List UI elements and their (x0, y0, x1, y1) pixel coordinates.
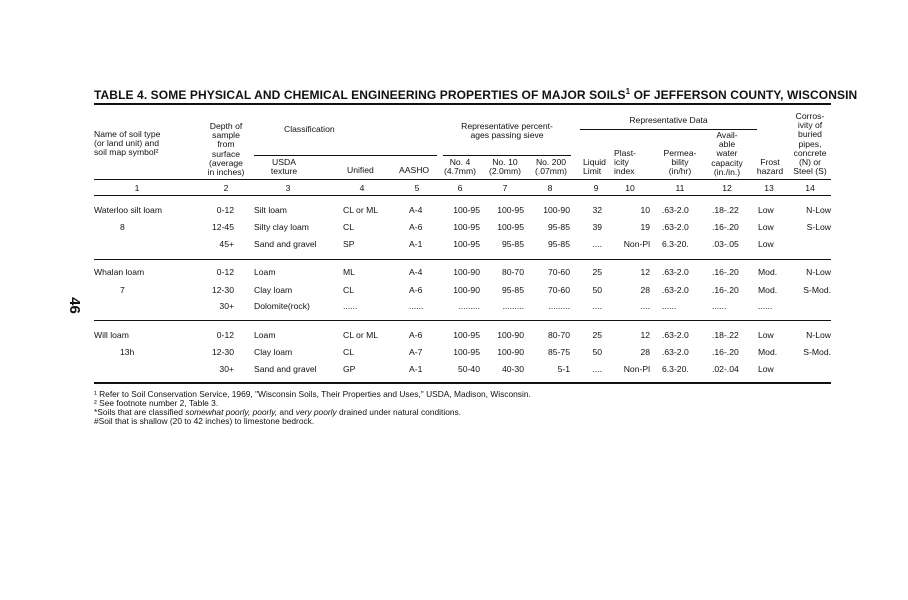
table-cell: Silty clay loam (254, 222, 309, 232)
table-cell: N-Low (806, 267, 831, 277)
classification-rule (254, 155, 437, 156)
table-cell: S-Mod. (803, 285, 831, 295)
h-sieve-line: ages passing sieve (470, 130, 544, 141)
table-bottom-rule (94, 382, 831, 384)
table-cell: Will loam (94, 330, 129, 340)
table-cell: ......... (548, 301, 570, 311)
table-cell: 70-60 (548, 267, 570, 277)
table-cell: .02-.04 (712, 364, 739, 374)
column-number: 4 (359, 183, 365, 193)
table-cell: .... (592, 239, 602, 249)
header-aasho: AASHO (399, 165, 430, 175)
table-cell: 95-85 (548, 239, 570, 249)
h-no10-line: No. 10 (492, 157, 518, 167)
header-frost (753, 158, 787, 176)
column-number: 9 (593, 183, 599, 193)
h-plast-line: icity (614, 157, 629, 168)
title-rule (94, 103, 831, 105)
table-cell: 25 (592, 330, 602, 340)
table-cell: 12-30 (212, 347, 234, 357)
table-cell: S-Low (806, 222, 831, 232)
table-cell: S-Mod. (803, 347, 831, 357)
table-cell: .03-.05 (712, 239, 739, 249)
table-cell: 95-85 (502, 239, 524, 249)
table-cell: 70-60 (548, 285, 570, 295)
h-name-line: soil map symbol² (94, 147, 159, 158)
table-cell: 28 (640, 347, 650, 357)
table-cell: A-6 (409, 330, 423, 340)
table-cell: 25 (592, 267, 602, 277)
table-cell: SP (343, 239, 355, 249)
table-cell: Low (758, 364, 774, 374)
h-avail-line: Avail- (716, 130, 738, 140)
h-depth-line: from (217, 139, 235, 150)
h-perm-line: bility (671, 157, 689, 168)
table-cell: CL (343, 222, 354, 232)
header-avail (704, 131, 750, 177)
column-number: 3 (285, 183, 291, 193)
footnote-3: *Soils that are classified somewhat poorly, poorly, and very poorly drained under natural conditions. (94, 407, 462, 417)
table-cell: Low (758, 330, 774, 340)
table-cell: 100-90 (453, 267, 480, 277)
table-cell: 12-30 (212, 285, 234, 295)
table-cell: 100-90 (453, 285, 480, 295)
table-cell: A-4 (409, 205, 423, 215)
table-cell: 28 (640, 285, 650, 295)
table-cell: 13h (120, 347, 135, 357)
group-rule-2 (94, 320, 831, 321)
h-depth-line: sample (212, 130, 240, 141)
table-cell: ...... (758, 301, 773, 311)
table-cell: 12-45 (212, 222, 234, 232)
h-name-line: Name of soil type (94, 129, 161, 139)
table-cell: 50-40 (458, 364, 480, 374)
h-depth-line: Depth of (209, 121, 243, 131)
h-depth-line: (average (209, 157, 243, 168)
column-number: 13 (764, 183, 774, 193)
table-cell: Silt loam (254, 205, 287, 215)
h-frost-line: hazard (756, 166, 784, 177)
h-avail-line: (in./in.) (713, 166, 741, 177)
table-cell: CL (343, 347, 354, 357)
h-corros-line: Corros- (795, 111, 825, 121)
header-no4 (440, 158, 480, 176)
table-cell: .... (592, 301, 602, 311)
table-cell: 40-30 (502, 364, 524, 374)
table-cell: 95-85 (502, 285, 524, 295)
h-plast-line: Plast- (614, 148, 636, 158)
footnote-2: ² See footnote number 2, Table 3. (94, 398, 219, 408)
table-cell: .16-.20 (712, 267, 739, 277)
table-cell: Loam (254, 330, 276, 340)
page-number: 46 (65, 297, 83, 314)
table-cell: Mod. (758, 347, 778, 357)
table-cell: Loam (254, 267, 276, 277)
table-cell: 19 (640, 222, 650, 232)
table-cell: CL or ML (343, 330, 379, 340)
table-cell: 100-90 (497, 330, 524, 340)
h-corros-line: concrete (793, 147, 827, 158)
header-bottom-rule (94, 179, 831, 180)
table-cell: .63-2.0 (662, 285, 689, 295)
header-perm (659, 149, 701, 177)
table-cell: 0-12 (216, 205, 234, 215)
table-cell: Low (758, 205, 774, 215)
colnum-rule (94, 195, 831, 196)
table-cell: 100-95 (453, 205, 480, 215)
table-cell: 32 (592, 205, 602, 215)
table-cell: Waterloo silt loam (94, 205, 162, 215)
table-cell: Clay loam (254, 347, 293, 357)
table-cell: 50 (592, 347, 602, 357)
table-cell: .63-2.0 (662, 267, 689, 277)
table-cell: 50 (592, 285, 602, 295)
table-cell: A-6 (409, 285, 423, 295)
header-no10 (484, 158, 526, 176)
table-cell: 100-95 (453, 222, 480, 232)
column-number: 11 (675, 183, 685, 193)
h-no4-line: (4.7mm) (444, 166, 476, 177)
column-number: 10 (625, 183, 635, 193)
table-cell: .63-2.0 (662, 347, 689, 357)
column-number: 5 (414, 183, 420, 193)
table-cell: 30+ (219, 364, 234, 374)
column-number: 2 (223, 183, 229, 193)
table-cell: CL or ML (343, 205, 379, 215)
h-usda-line: texture (270, 166, 298, 177)
table-cell: .16-.20 (712, 285, 739, 295)
table-cell: 0-12 (216, 267, 234, 277)
table-cell: .... (592, 364, 602, 374)
table-cell: 10 (640, 205, 650, 215)
table-cell: Mod. (758, 285, 778, 295)
h-no200-line: (.07mm) (535, 166, 567, 177)
table-cell: .63-2.0 (662, 330, 689, 340)
table-cell: 100-95 (497, 205, 524, 215)
header-corros (788, 112, 832, 176)
table-cell: 6.3-20. (662, 364, 689, 374)
table-cell: .16-.20 (712, 222, 739, 232)
table-cell: ...... (712, 301, 727, 311)
table-cell: ...... (409, 301, 424, 311)
h-corros-line: buried (798, 129, 822, 140)
table-cell: .63-2.0 (662, 205, 689, 215)
header-name (94, 130, 160, 158)
header-unified: Unified (347, 165, 374, 175)
table-cell: ......... (458, 301, 480, 311)
table-cell: 7 (120, 285, 125, 295)
table-cell: CL (343, 285, 354, 295)
h-no10-line: (2.0mm) (489, 166, 521, 177)
table-cell: 100-95 (453, 347, 480, 357)
header-usda (256, 158, 312, 176)
header-plast (614, 149, 636, 177)
header-liquid (583, 158, 606, 176)
table-cell: 100-90 (543, 205, 570, 215)
table-cell: Dolomite(rock) (254, 301, 310, 311)
table-cell: 0-12 (216, 330, 234, 340)
footnote-4: #Soil that is shallow (20 to 42 inches) to limestone bedrock. (94, 416, 315, 426)
table-cell: 80-70 (548, 330, 570, 340)
table-cell: Non-Pl (623, 239, 650, 249)
column-number: 6 (457, 183, 463, 193)
table-cell: ......... (502, 301, 524, 311)
table-cell: A-6 (409, 222, 423, 232)
table-cell: A-4 (409, 267, 423, 277)
h-name-line: (or land unit) and (94, 138, 159, 149)
table-cell: Mod. (758, 267, 778, 277)
h-avail-line: capacity (711, 157, 743, 168)
table-cell: 95-85 (548, 222, 570, 232)
table-cell: 45+ (219, 239, 234, 249)
header-classification: Classification (284, 124, 335, 134)
table-cell: 100-95 (453, 239, 480, 249)
table-cell: A-1 (409, 364, 423, 374)
table-cell: A-1 (409, 239, 423, 249)
h-no4-line: No. 4 (449, 157, 471, 167)
table-cell: .63-2.0 (662, 222, 689, 232)
h-corros-line: Steel (S) (793, 166, 827, 177)
h-corros-line: pipes, (798, 138, 822, 149)
table-cell: ...... (662, 301, 677, 311)
h-no200-line: No. 200 (535, 157, 567, 167)
header-rep-data: Representative Data (629, 115, 708, 125)
table-cell: 8 (120, 222, 125, 232)
table-cell: Sand and gravel (254, 239, 317, 249)
table-cell: Non-Pl (623, 364, 650, 374)
table-cell: 5-1 (557, 364, 570, 374)
column-number: 8 (547, 183, 553, 193)
header-no200 (528, 158, 574, 176)
table-cell: 100-95 (453, 330, 480, 340)
table-cell: 6.3-20. (662, 239, 689, 249)
h-sieve-line: Representative percent- (461, 121, 553, 131)
header-depth (198, 122, 254, 177)
table-cell: Sand and gravel (254, 364, 317, 374)
table-title: TABLE 4. SOME PHYSICAL AND CHEMICAL ENGINEERING PROPERTIES OF MAJOR SOILS$^1$ OF JEFFERSON COUNTY, WISCONSIN (94, 87, 858, 102)
table-cell: 80-70 (502, 267, 524, 277)
table-cell: ML (343, 267, 355, 277)
h-frost-line: Frost (760, 157, 780, 167)
column-number: 12 (722, 183, 732, 193)
h-depth-line: surface (211, 148, 241, 159)
h-plast-line: index (614, 166, 635, 177)
h-liquid-line: Liquid (583, 157, 606, 167)
table-cell: .18-.22 (712, 205, 739, 215)
table-cell: GP (343, 364, 356, 374)
table-cell: Low (758, 222, 774, 232)
h-corros-line: (N) or (799, 157, 821, 168)
header-sieve-group (442, 122, 572, 140)
table-cell: Whalan loam (94, 267, 145, 277)
table-cell: 85-75 (548, 347, 570, 357)
h-perm-line: (in/hr) (668, 166, 692, 177)
h-usda-line: USDA (272, 157, 296, 167)
table-cell: N-Low (806, 205, 831, 215)
table-cell: Low (758, 239, 774, 249)
table-cell: A-7 (409, 347, 423, 357)
h-corros-line: ivity of (797, 120, 823, 131)
table-cell: 39 (592, 222, 602, 232)
footnote-1: ¹ Refer to Soil Conservation Service, 1969, "Wisconsin Soils, Their Properties and Uses," USDA, Madison, Wisconsin. (94, 389, 531, 399)
column-number: 14 (805, 183, 815, 193)
table-cell: .16-.20 (712, 347, 739, 357)
group-rule-1 (94, 259, 831, 260)
table-cell: Clay loam (254, 285, 293, 295)
table-cell: .18-.22 (712, 330, 739, 340)
h-depth-line: in inches) (207, 167, 245, 178)
table-cell: 100-90 (497, 347, 524, 357)
table-cell: .... (640, 301, 650, 311)
table-cell: 12 (640, 330, 650, 340)
table-cell: 30+ (219, 301, 234, 311)
table-cell: 100-95 (497, 222, 524, 232)
column-number: 7 (502, 183, 508, 193)
h-avail-line: able (718, 139, 736, 150)
h-perm-line: Permea- (663, 148, 697, 158)
column-number: 1 (134, 183, 140, 193)
table-cell: ...... (343, 301, 358, 311)
sieve-rule (443, 155, 571, 156)
h-avail-line: water (716, 148, 738, 159)
table-cell: N-Low (806, 330, 831, 340)
h-liquid-line: Limit (583, 166, 602, 177)
table-cell: 12 (640, 267, 650, 277)
